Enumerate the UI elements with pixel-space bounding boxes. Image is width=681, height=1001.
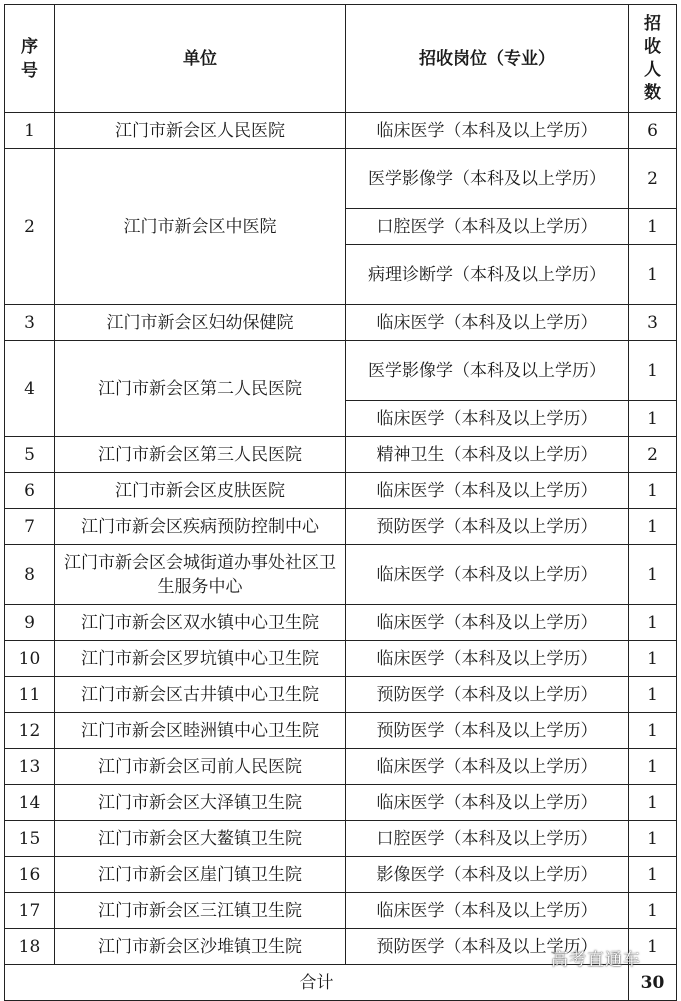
table-row bbox=[5, 641, 677, 677]
cell-seq: 15 bbox=[5, 821, 55, 857]
cell-num: 1 bbox=[629, 209, 677, 245]
cell-seq: 8 bbox=[5, 545, 55, 605]
cell-post: 预防医学（本科及以上学历） bbox=[346, 677, 629, 713]
cell-num: 1 bbox=[629, 893, 677, 929]
cell-post: 精神卫生（本科及以上学历） bbox=[346, 437, 629, 473]
cell-num: 1 bbox=[629, 473, 677, 509]
cell-unit: 江门市新会区第二人民医院 bbox=[55, 341, 346, 437]
cell-seq: 10 bbox=[5, 641, 55, 677]
cell-num: 1 bbox=[629, 641, 677, 677]
cell-post: 临床医学（本科及以上学历） bbox=[346, 641, 629, 677]
cell-num: 1 bbox=[629, 857, 677, 893]
cell-unit: 江门市新会区疾病预防控制中心 bbox=[55, 509, 346, 545]
cell-post: 医学影像学（本科及以上学历） bbox=[346, 341, 629, 401]
table-row bbox=[5, 509, 677, 545]
cell-post: 临床医学（本科及以上学历） bbox=[346, 545, 629, 605]
table-row bbox=[5, 785, 677, 821]
table-row bbox=[5, 473, 677, 509]
cell-unit: 江门市新会区罗坑镇中心卫生院 bbox=[55, 641, 346, 677]
cell-post: 临床医学（本科及以上学历） bbox=[346, 785, 629, 821]
table-row bbox=[5, 341, 677, 401]
cell-seq: 6 bbox=[5, 473, 55, 509]
cell-unit: 江门市新会区人民医院 bbox=[55, 113, 346, 149]
recruitment-table bbox=[4, 4, 677, 1001]
cell-num: 1 bbox=[629, 821, 677, 857]
cell-seq: 16 bbox=[5, 857, 55, 893]
cell-post: 临床医学（本科及以上学历） bbox=[346, 893, 629, 929]
cell-unit: 江门市新会区中医院 bbox=[55, 149, 346, 305]
header-row bbox=[5, 5, 677, 113]
cell-num: 1 bbox=[629, 677, 677, 713]
table-row bbox=[5, 113, 677, 149]
header-unit-label: 单位 bbox=[183, 48, 217, 69]
header-post-label: 招收岗位（专业） bbox=[419, 48, 555, 69]
cell-post: 影像医学（本科及以上学历） bbox=[346, 857, 629, 893]
cell-num: 1 bbox=[629, 509, 677, 545]
header-seq bbox=[5, 5, 55, 113]
cell-seq: 9 bbox=[5, 605, 55, 641]
cell-unit: 江门市新会区会城街道办事处社区卫生服务中心 bbox=[55, 545, 346, 605]
cell-seq: 2 bbox=[5, 149, 55, 305]
cell-seq: 4 bbox=[5, 341, 55, 437]
cell-num: 6 bbox=[629, 113, 677, 149]
table-row bbox=[5, 149, 677, 209]
cell-post: 预防医学（本科及以上学历） bbox=[346, 713, 629, 749]
cell-num: 3 bbox=[629, 305, 677, 341]
cell-num: 2 bbox=[629, 149, 677, 209]
cell-num: 1 bbox=[629, 341, 677, 401]
cell-post: 口腔医学（本科及以上学历） bbox=[346, 209, 629, 245]
cell-unit: 江门市新会区第三人民医院 bbox=[55, 437, 346, 473]
cell-post: 临床医学（本科及以上学历） bbox=[346, 113, 629, 149]
table-row bbox=[5, 677, 677, 713]
cell-seq: 13 bbox=[5, 749, 55, 785]
cell-seq: 12 bbox=[5, 713, 55, 749]
cell-unit: 江门市新会区妇幼保健院 bbox=[55, 305, 346, 341]
cell-unit: 江门市新会区双水镇中心卫生院 bbox=[55, 605, 346, 641]
table-row bbox=[5, 821, 677, 857]
table-row bbox=[5, 545, 677, 605]
cell-post: 病理诊断学（本科及以上学历） bbox=[346, 245, 629, 305]
header-post bbox=[346, 5, 629, 113]
cell-unit: 江门市新会区古井镇中心卫生院 bbox=[55, 677, 346, 713]
cell-unit: 江门市新会区司前人民医院 bbox=[55, 749, 346, 785]
cell-seq: 3 bbox=[5, 305, 55, 341]
cell-num: 1 bbox=[629, 401, 677, 437]
total-label: 合计 bbox=[5, 965, 629, 1001]
cell-unit: 江门市新会区皮肤医院 bbox=[55, 473, 346, 509]
cell-seq: 11 bbox=[5, 677, 55, 713]
cell-unit: 江门市新会区三江镇卫生院 bbox=[55, 893, 346, 929]
cell-unit: 江门市新会区睦洲镇中心卫生院 bbox=[55, 713, 346, 749]
cell-post: 临床医学（本科及以上学历） bbox=[346, 749, 629, 785]
cell-num: 1 bbox=[629, 749, 677, 785]
cell-seq: 18 bbox=[5, 929, 55, 965]
cell-unit: 江门市新会区大泽镇卫生院 bbox=[55, 785, 346, 821]
table-row bbox=[5, 305, 677, 341]
cell-num: 1 bbox=[629, 545, 677, 605]
table-row bbox=[5, 857, 677, 893]
cell-post: 预防医学（本科及以上学历） bbox=[346, 929, 629, 965]
cell-unit: 江门市新会区崖门镇卫生院 bbox=[55, 857, 346, 893]
cell-post: 临床医学（本科及以上学历） bbox=[346, 473, 629, 509]
table-row bbox=[5, 749, 677, 785]
cell-num: 1 bbox=[629, 245, 677, 305]
cell-num: 1 bbox=[629, 605, 677, 641]
header-num bbox=[629, 5, 677, 113]
table-body bbox=[5, 113, 677, 965]
cell-unit: 江门市新会区沙堆镇卫生院 bbox=[55, 929, 346, 965]
cell-unit: 江门市新会区大鳌镇卫生院 bbox=[55, 821, 346, 857]
cell-num: 2 bbox=[629, 437, 677, 473]
header-unit bbox=[55, 5, 346, 113]
cell-seq: 7 bbox=[5, 509, 55, 545]
cell-post: 临床医学（本科及以上学历） bbox=[346, 605, 629, 641]
table-row bbox=[5, 605, 677, 641]
table-row bbox=[5, 893, 677, 929]
table-row bbox=[5, 437, 677, 473]
cell-num: 1 bbox=[629, 785, 677, 821]
cell-post: 预防医学（本科及以上学历） bbox=[346, 509, 629, 545]
cell-post: 口腔医学（本科及以上学历） bbox=[346, 821, 629, 857]
header-num-label: 招收人数 bbox=[644, 13, 661, 103]
cell-seq: 1 bbox=[5, 113, 55, 149]
cell-post: 医学影像学（本科及以上学历） bbox=[346, 149, 629, 209]
watermark: 高考直通车 bbox=[551, 950, 641, 970]
cell-post: 临床医学（本科及以上学历） bbox=[346, 305, 629, 341]
cell-post: 临床医学（本科及以上学历） bbox=[346, 401, 629, 437]
cell-seq: 5 bbox=[5, 437, 55, 473]
cell-seq: 17 bbox=[5, 893, 55, 929]
cell-num: 1 bbox=[629, 713, 677, 749]
header-seq-label: 序号 bbox=[21, 36, 38, 81]
cell-seq: 14 bbox=[5, 785, 55, 821]
cell-num: 1 bbox=[629, 929, 677, 965]
total-num: 30 bbox=[629, 965, 677, 1001]
table-row bbox=[5, 713, 677, 749]
